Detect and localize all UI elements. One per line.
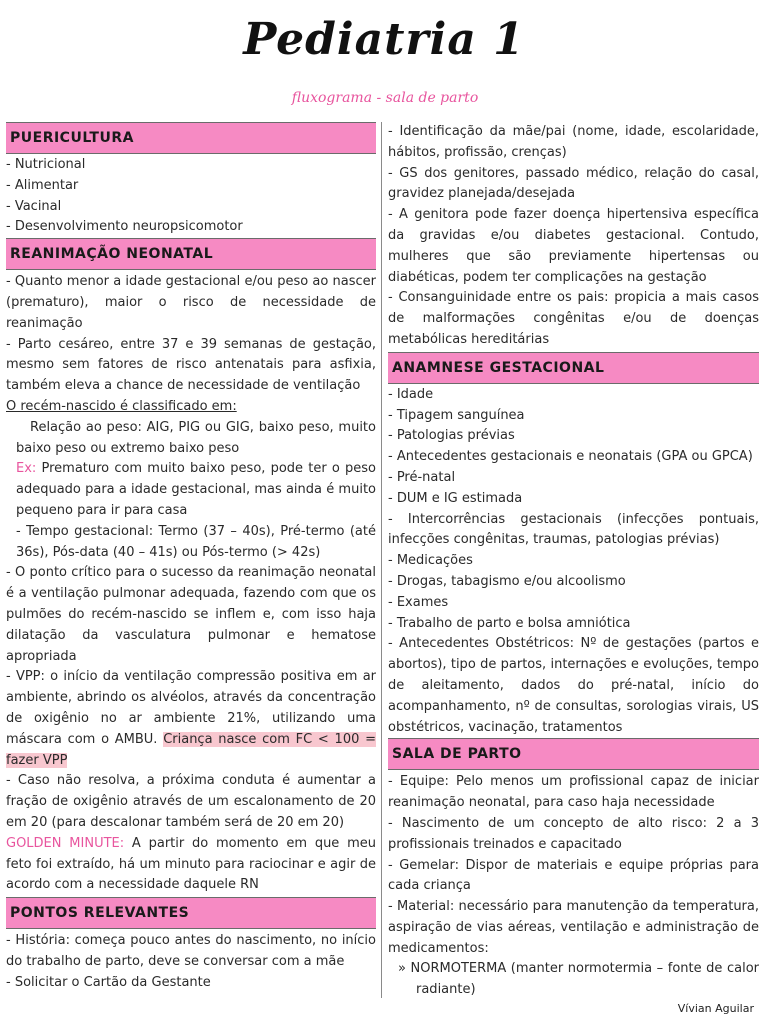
paragraph-text: Prematuro com muito baixo peso, pode ter o peso adequado para a idade gestacional, mas ainda é muito pequeno para ir para casa (16, 461, 376, 518)
paragraph: - Solicitar o Cartão da Gestante (6, 974, 211, 990)
paragraph: - GS dos genitores, passado médico, relação do casal, gravidez planejada/desejada (388, 165, 759, 202)
paragraph (6, 418, 376, 460)
paragraph-text: - VPP: o início da ventilação compressão positiva em ar ambiente, abrindo os alvéolos, através da concentração de oxigênio no ar ambiente 21%, utilizando uma máscara com o AMBU. (6, 669, 376, 747)
paragraph: - História: começa pouco antes do nascimento, no início do trabalho de parto, deve se conversar com a mãe (6, 933, 376, 969)
list-item: - Exames (388, 594, 449, 610)
list-item: - Pré-natal (388, 469, 456, 485)
golden-minute-label: GOLDEN MINUTE: (6, 835, 125, 851)
paragraph: - Material: necessário para manutenção da temperatura, aspiração de vias aéreas, ventilação e administração de medicamentos: (388, 899, 759, 956)
page-subtitle (250, 90, 520, 106)
identificacao-body (388, 122, 759, 351)
list-item: - Patologias prévias (388, 428, 515, 444)
paragraph: - O ponto crítico para o sucesso da reanimação neonatal é a ventilação pulmonar adequada, fazendo com que os pulmões do recém-nascido se inflem e, com isso haja dilatação da vasculatura pulmonar e hematose apropriada (6, 565, 376, 664)
paragraph (6, 834, 376, 896)
list-item: - Desenvolvimento neuropsicomotor (6, 219, 243, 235)
author-signature: Vívian Aguilar (677, 1002, 754, 1015)
list-item: - Antecedentes Obstétricos: Nº de gestações (partos e abortos), tipo de partos, internações e evoluções, tempo de aleitamento, dados do pré-natal, início do acompanhamento, nº de consultas, sorologias virais, US obstétricos, vacinação, tratamentos (388, 636, 759, 735)
section-header-reanimacao: REANIMAÇÃO NEONATAL (6, 238, 376, 270)
paragraph: - Quanto menor a idade gestacional e/ou peso ao nascer (prematuro), maior o risco de necessidade de reanimação (6, 274, 376, 331)
section-header-anamnese: ANAMNESE GESTACIONAL (388, 352, 759, 384)
reanimacao-body (6, 270, 376, 896)
paragraph: - Tempo gestacional: Termo (37 – 40s), Pré-termo (até 36s), Pós-data (40 – 41s) ou Pós-termo (> 42s) (16, 523, 376, 560)
anamnese-list (388, 384, 759, 739)
paragraph: - Nascimento de um concepto de alto risco: 2 a 3 profissionais treinados e capacitado (388, 815, 759, 852)
page-subtitle-text: fluxograma - sala de parto (288, 90, 483, 106)
paragraph: O recém-nascido é classificado em: (6, 398, 237, 414)
paragraph: - Equipe: Pelo menos um profissional capaz de iniciar reanimação neonatal, para caso haja necessidade (388, 774, 759, 811)
sala-de-parto-body (388, 770, 759, 1001)
list-item: - Alimentar (6, 177, 79, 193)
list-item: - Medicações (388, 553, 473, 569)
highlighted-text: Criança nasce com FC < 100 = fazer VPP (6, 731, 376, 768)
paragraph: - Caso não resolva, a próxima conduta é aumentar a fração de oxigênio através de um escalonamento de 20 em 20 (para descalonar também será de 20 em 20) (6, 773, 376, 830)
subtitle-decoration (250, 88, 520, 112)
list-item: - Tipagem sanguínea (388, 407, 525, 423)
list-item: - Drogas, tabagismo e/ou alcoolismo (388, 573, 626, 589)
paragraph: - Consanguinidade entre os pais: propicia a mais casos de malformações congênitas e/ou de doenças metabólicas hereditárias (388, 290, 759, 347)
paragraph (6, 459, 376, 521)
paragraph-text: A partir do momento em que meu feto foi extraído, há um minuto para raciocinar e agir de acordo com a necessidade daquele RN (6, 835, 376, 893)
puericultura-list (6, 154, 376, 238)
paragraph: - Gemelar: Dispor de materiais e equipe próprias para cada criança (388, 857, 759, 894)
example-label: Ex: (16, 461, 37, 477)
paragraph: - Parto cesáreo, entre 37 e 39 semanas de gestação, mesmo sem fatores de risco antenatais para asfixia, também eleva a chance de necessidade de ventilação (6, 336, 376, 394)
paragraph (6, 667, 376, 771)
list-item: - Nutricional (6, 157, 86, 172)
section-header-sala-de-parto: SALA DE PARTO (388, 738, 759, 770)
right-column (388, 122, 759, 1001)
list-item: - Intercorrências gestacionais (infecções pontuais, infecções congênitas, traumas, patologias prévias) (388, 511, 759, 548)
list-item: - DUM e IG estimada (388, 490, 523, 506)
paragraph: - Identificação da mãe/pai (nome, idade, escolaridade, hábitos, profissão, crenças) (388, 124, 759, 160)
left-column (6, 122, 376, 993)
pontos-body (6, 929, 376, 993)
page-title: Pediatria 1 (243, 14, 525, 65)
list-item: - Antecedentes gestacionais e neonatais (GPA ou GPCA) (388, 449, 753, 465)
section-header-puericultura: PUERICULTURA (6, 122, 376, 154)
list-item: - Idade (388, 386, 434, 402)
sub-bullet: » NORMOTERMA (manter normotermia – fonte de calor radiante) (398, 961, 759, 998)
list-item: - Trabalho de parto e bolsa amniótica (388, 615, 631, 631)
column-divider (381, 122, 382, 998)
list-item: - Vacinal (6, 198, 62, 214)
paragraph: - A genitora pode fazer doença hipertensiva específica da gravidas e/ou diabetes gestacional. Contudo, mulheres que são previamente hipertensas ou diabéticas, podem ter complicações na gestação (388, 207, 759, 285)
paragraph-text: Relação ao peso: AIG, PIG ou GIG, baixo peso, muito baixo peso ou extremo baixo peso (16, 419, 376, 456)
section-header-pontos: PONTOS RELEVANTES (6, 897, 376, 929)
